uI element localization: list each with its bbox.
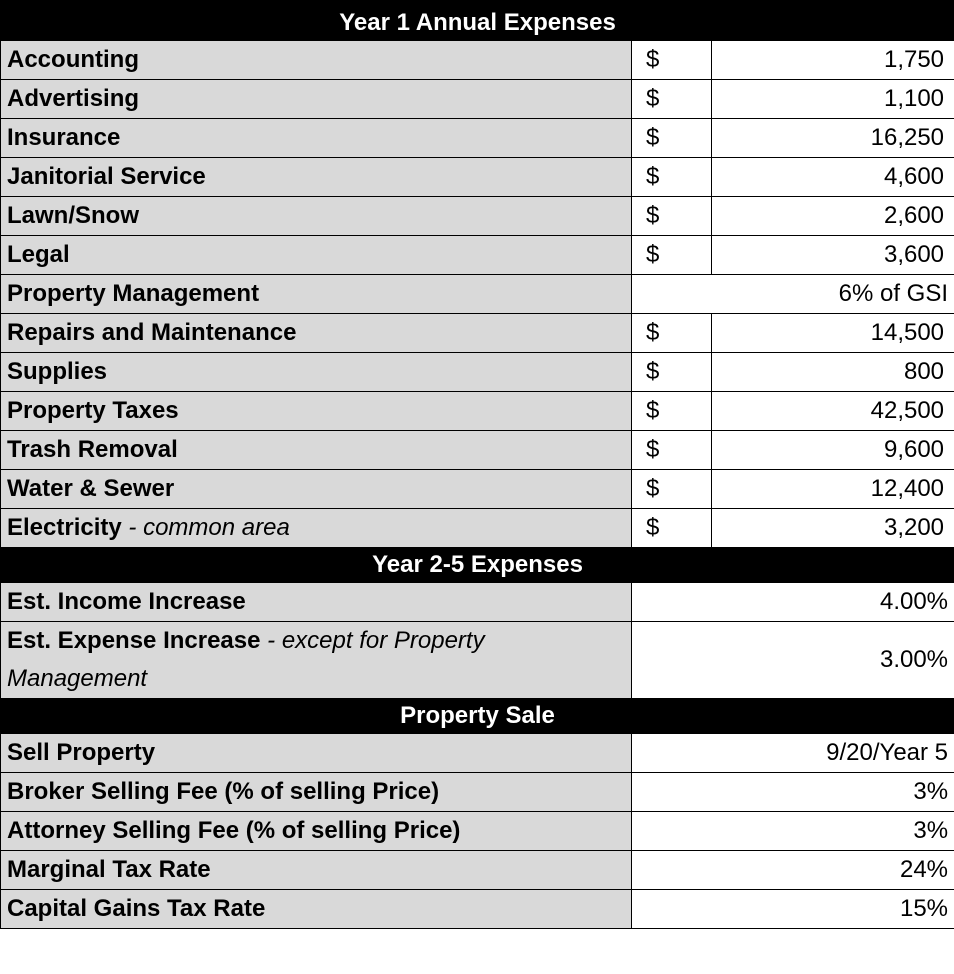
row-value: 4.00% [632,583,954,622]
table-row [1,734,954,773]
row-amount: 3,600 [712,236,954,275]
table-row [1,890,954,929]
table-row [1,275,954,314]
row-label [1,812,632,851]
currency-symbol: $ [632,158,712,197]
table-row [1,470,954,509]
row-amount: 9,600 [712,431,954,470]
currency-symbol: $ [632,509,712,548]
row-amount: 16,250 [712,119,954,158]
row-label [1,470,632,509]
table-row [1,583,954,622]
table-row [1,431,954,470]
label-text: Insurance [7,124,121,151]
row-label [1,622,632,699]
label-text: Est. Expense Increase [7,627,261,654]
row-amount: 3,200 [712,509,954,548]
currency-symbol: $ [632,119,712,158]
label-text: Accounting [7,46,139,73]
row-label [1,353,632,392]
section-header-year2-5-cell: Year 2-5 Expenses [1,548,954,583]
row-label [1,314,632,353]
row-value: 9/20/Year 5 [632,734,954,773]
row-label [1,80,632,119]
label-note: - except for Property Management [7,627,485,692]
row-label [1,41,632,80]
table-row [1,41,954,80]
label-text: Water & Sewer [7,475,175,502]
row-label [1,431,632,470]
row-label [1,275,632,314]
label-text: Supplies [7,358,108,385]
row-label [1,851,632,890]
row-amount: 800 [712,353,954,392]
row-label [1,119,632,158]
table-row [1,509,954,548]
row-value: 15% [632,890,954,929]
table-row [1,622,954,699]
row-amount: 12,400 [712,470,954,509]
row-label [1,734,632,773]
row-value: 3% [632,773,954,812]
row-value: 3% [632,812,954,851]
table-row [1,119,954,158]
currency-symbol: $ [632,470,712,509]
currency-symbol: $ [632,392,712,431]
row-label [1,158,632,197]
label-text: Marginal Tax Rate [7,856,211,883]
currency-symbol: $ [632,431,712,470]
table-row [1,80,954,119]
row-amount: 42,500 [712,392,954,431]
label-text: Electricity [7,514,122,541]
table-row [1,773,954,812]
section-header-property-sale [1,699,954,734]
table-row [1,812,954,851]
expenses-table [0,5,954,929]
row-label [1,890,632,929]
row-label [1,392,632,431]
table-row [1,197,954,236]
row-amount: 14,500 [712,314,954,353]
row-value: 3.00% [632,622,954,699]
label-note: - common area [121,514,290,541]
row-label [1,236,632,275]
table-row [1,353,954,392]
label-text: Legal [7,241,70,268]
label-text: Repairs and Maintenance [7,319,297,346]
label-text: Trash Removal [7,436,178,463]
table-row [1,314,954,353]
currency-symbol: $ [632,41,712,80]
row-label [1,583,632,622]
label-text: Capital Gains Tax Rate [7,895,266,922]
row-amount: 1,100 [712,80,954,119]
row-amount: 1,750 [712,41,954,80]
currency-symbol: $ [632,80,712,119]
label-text: Sell Property [7,739,156,766]
section-header-property-sale-cell: Property Sale [1,699,954,734]
table-row [1,158,954,197]
section-header-year1-cell: Year 1 Annual Expenses [1,6,954,41]
currency-symbol: $ [632,197,712,236]
row-amount: 4,600 [712,158,954,197]
section-header-year2-5 [1,548,954,583]
row-label [1,197,632,236]
label-text: Advertising [7,85,140,112]
label-text: Lawn/Snow [7,202,139,229]
row-amount: 2,600 [712,197,954,236]
row-label [1,773,632,812]
table-row [1,851,954,890]
section-header-year1 [1,6,954,41]
currency-symbol: $ [632,314,712,353]
row-label [1,509,632,548]
label-text: Property Taxes [7,397,179,424]
row-value: 24% [632,851,954,890]
currency-symbol: $ [632,236,712,275]
table-row [1,236,954,275]
label-text: Broker Selling Fee (% of selling Price) [7,778,440,805]
label-text: Property Management [7,280,260,307]
currency-symbol: $ [632,353,712,392]
label-text: Attorney Selling Fee (% of selling Price) [7,817,461,844]
table-row [1,392,954,431]
label-text: Est. Income Increase [7,588,246,615]
label-text: Janitorial Service [7,163,206,190]
row-value: 6% of GSI [632,275,954,314]
